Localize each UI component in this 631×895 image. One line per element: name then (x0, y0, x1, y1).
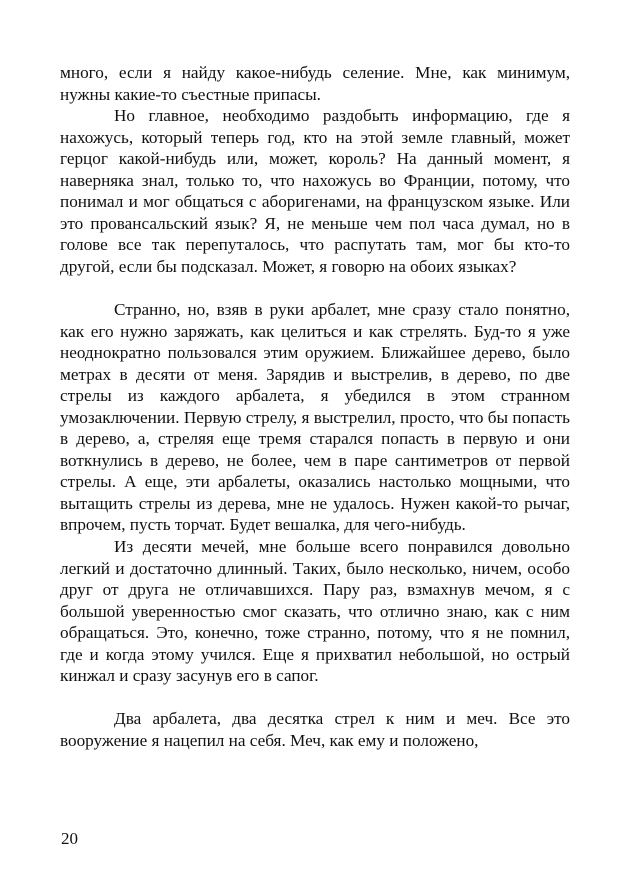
paragraph-swords: Из десяти мечей, мне больше всего понравился довольно легкий и достаточно длинный. Таких, было несколько, ничем, особо друг от друга не отличавшихся. Пару раз, взмахнув мечом, я с большой уверенностью смог сказать, что отлично знаю, как с ним обращаться. Это, конечно, тоже странно, потому, что я не помнил, где и когда этому учился. Еще я прихватил небольшой, но острый кинжал и сразу засунув его в сапог. (60, 536, 570, 686)
paragraph-information: Но главное, необходимо раздобыть информацию, где я нахожусь, который теперь год, кто на этой земле главный, может герцог какой-нибудь или, может, король? На данный момент, я наверняка знал, только то, что нахожусь во Франции, потому, что понимал и мог общаться с аборигенами, на французском языке. Или это провансальский язык? Я, не меньше чем пол часа думал, но в голове все так перепуталось, что распутать там, мог бы кто-то другой, если бы подсказал. Может, я говорю на обоих языках? (60, 106, 570, 276)
page-body (60, 62, 570, 751)
paragraph-continuation: много, если я найду какое-нибудь селение. Мне, как минимум, нужны какие-то съестные припасы. (60, 63, 570, 104)
paragraph-crossbow: Странно, но, взяв в руки арбалет, мне сразу стало понятно, как его нужно заряжать, как целиться и как стрелять. Буд-то я уже неоднократно пользовался этим оружием. Ближайшее дерево, было метрах в десяти от меня. Зарядив и выстрелив, в дерево, по две стрелы из каждого арбалета, я убедился в этом странном умозаключении. Первую стрелу, я выстрелил, просто, что бы попасть в дерево, а, стреляя еще тремя старался попасть в первую и они воткнулись в дерево, не более, чем в паре сантиметров от первой стрелы. А еще, эти арбалеты, оказались настолько мощными, что вытащить стрелы из дерева, мне не удалось. Нужен какой-то рычаг, впрочем, пусть торчат. Будет вешалка, для чего-нибудь. (60, 299, 570, 535)
page-number: 20 (61, 829, 78, 848)
paragraph-equipment: Два арбалета, два десятка стрел к ним и меч. Все это вооружение я нацепил на себя. Меч, как ему и положено, (60, 709, 570, 750)
